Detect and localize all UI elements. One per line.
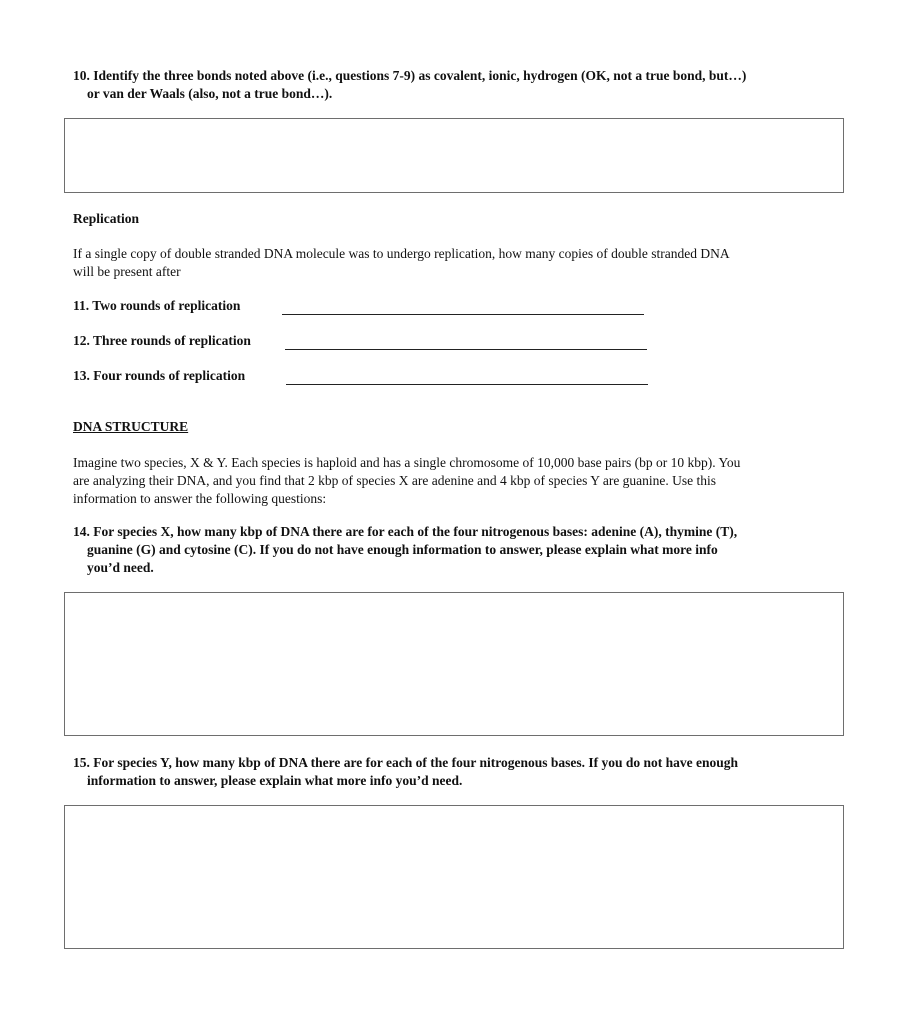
replication-intro-line-2: will be present after — [73, 264, 181, 279]
replication-intro — [73, 245, 863, 281]
question-12-label: 12. Three rounds of replication — [73, 333, 251, 348]
answer-box-question-15[interactable] — [64, 805, 844, 949]
answer-box-question-10[interactable] — [64, 118, 844, 193]
question-14-line-3: you’d need. — [87, 560, 154, 575]
question-14-line-2: guanine (G) and cytosine (C). If you do not have enough information to answer, please explain what more info — [87, 542, 718, 557]
question-11-label: 11. Two rounds of replication — [73, 298, 241, 313]
dna-structure-intro-line-1: Imagine two species, X & Y. Each species is haploid and has a single chromosome of 10,000 base pairs (bp or 10 kbp). You — [73, 455, 741, 470]
question-10-line-2: or van der Waals (also, not a true bond…). — [87, 86, 333, 101]
question-15-line-2: information to answer, please explain what more info you’d need. — [87, 773, 463, 788]
replication-intro-line-1: If a single copy of double stranded DNA molecule was to undergo replication, how many copies of double stranded DNA — [73, 246, 730, 261]
question-10 — [73, 67, 863, 103]
dna-structure-intro-line-3: information to answer the following questions: — [73, 491, 327, 506]
question-11-answer-line[interactable] — [282, 314, 644, 315]
question-14-line-1: 14. For species X, how many kbp of DNA there are for each of the four nitrogenous bases: adenine (A), thymine (T), — [73, 524, 738, 539]
replication-heading: Replication — [73, 211, 139, 226]
question-15 — [73, 754, 863, 790]
question-14 — [73, 523, 863, 577]
dna-structure-intro — [73, 454, 873, 508]
question-10-line-1: 10. Identify the three bonds noted above (i.e., questions 7-9) as covalent, ionic, hydrogen (OK, not a true bond, but…) — [73, 68, 747, 83]
question-13-answer-line[interactable] — [286, 384, 648, 385]
answer-box-question-14[interactable] — [64, 592, 844, 736]
dna-structure-intro-line-2: are analyzing their DNA, and you find that 2 kbp of species X are adenine and 4 kbp of species Y are guanine. Use this — [73, 473, 717, 488]
dna-structure-heading: DNA STRUCTURE — [73, 419, 189, 434]
question-15-line-1: 15. For species Y, how many kbp of DNA there are for each of the four nitrogenous bases. If you do not have enough — [73, 755, 739, 770]
question-13-label: 13. Four rounds of replication — [73, 368, 246, 383]
question-12-answer-line[interactable] — [285, 349, 647, 350]
